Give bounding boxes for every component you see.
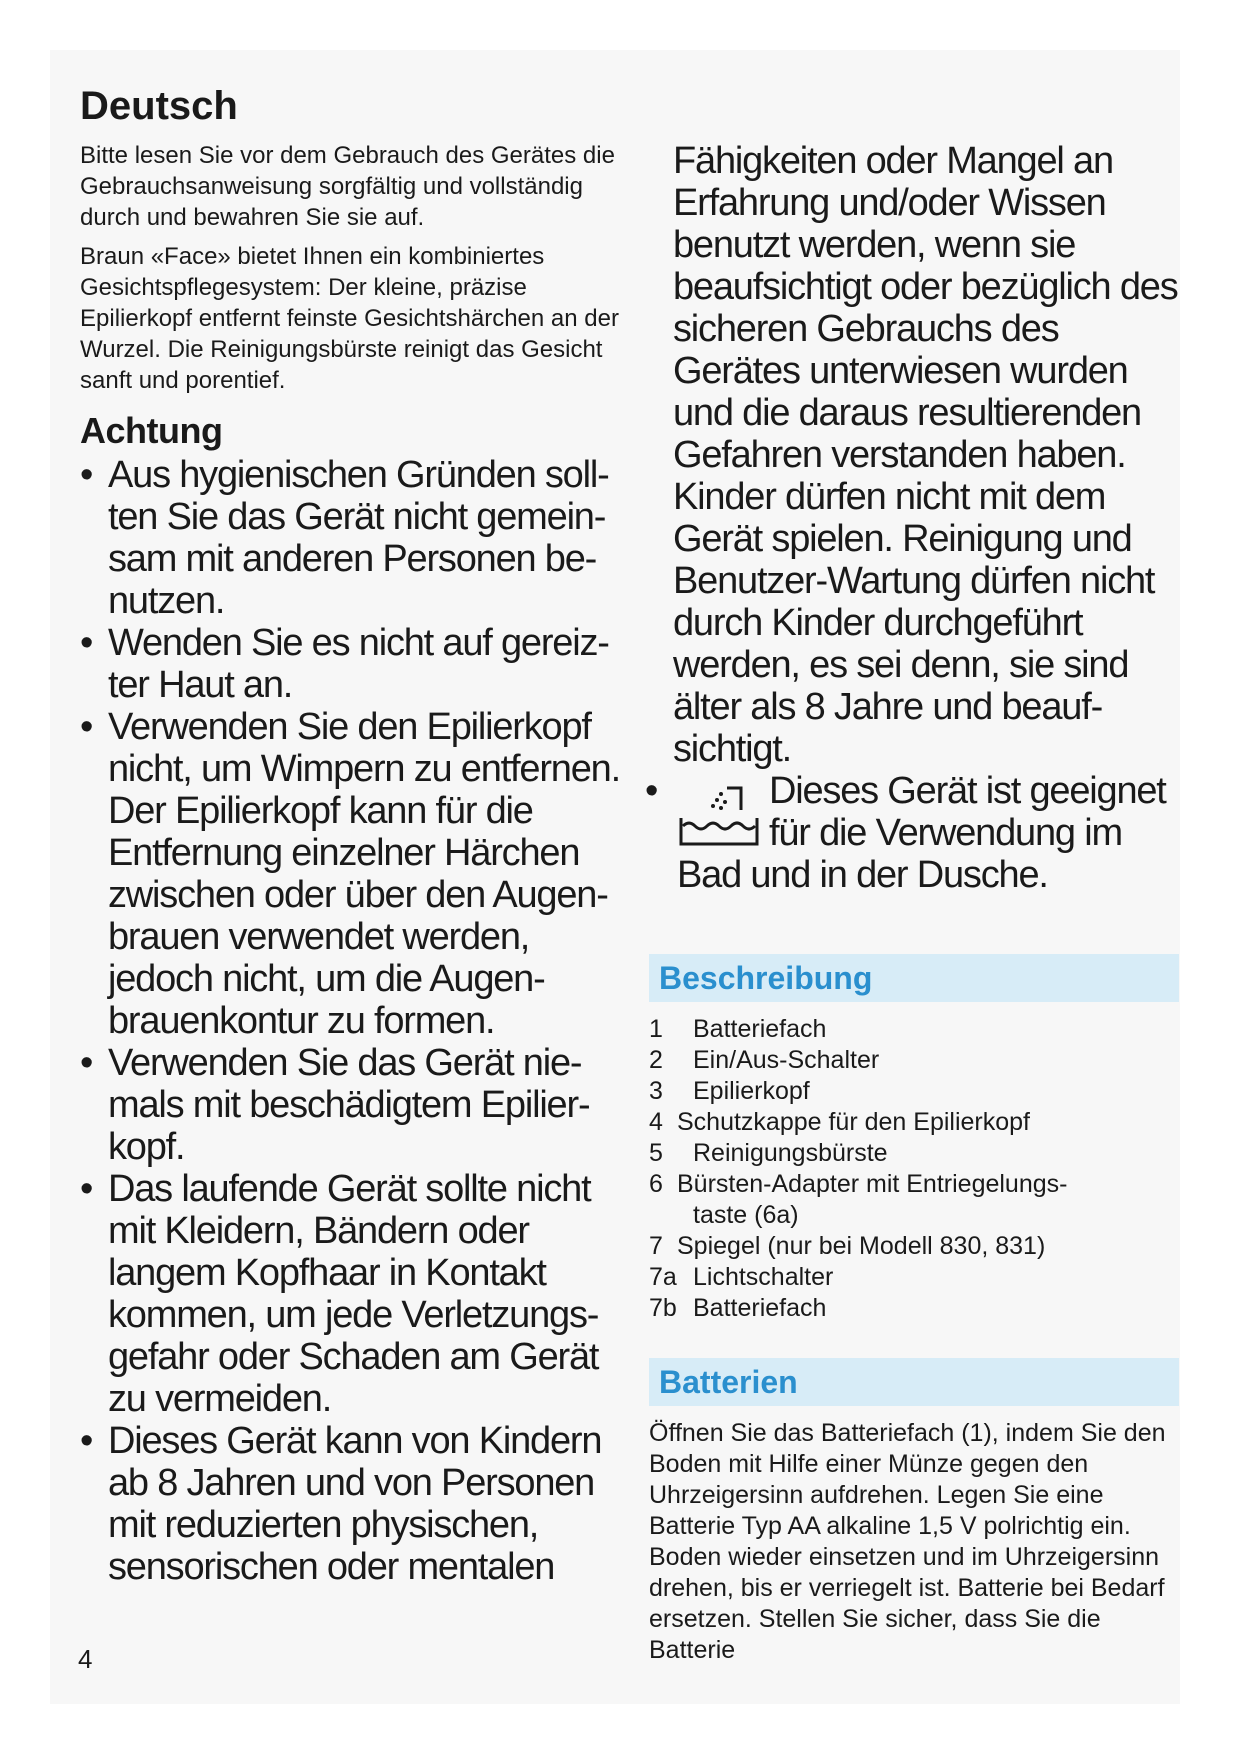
parts-list	[649, 1014, 1179, 1324]
description-heading: Beschreibung	[649, 954, 1179, 1002]
batteries-text: Öffnen Sie das Batteriefach (1), indem Sie den Boden mit Hilfe einer Münze gegen den Uhrzeigersinn aufdrehen. Legen Sie eine Batterie Typ AA alkaline 1,5 V polrichtig ein. Boden wieder einsetzen und im Uhrzeigersinn drehen, bis er verriegelt ist. Batterie bei Bedarf ersetzen. Stellen Sie sicher, dass Sie die Batterie	[649, 1419, 1166, 1664]
part-item: 1 Batteriefach	[649, 1015, 827, 1043]
part-item: 3 Epilierkopf	[649, 1077, 810, 1105]
part-item: 4 Schutzkappe für den Epilierkopf	[649, 1108, 1030, 1136]
caution-item: • Dieses Gerät kann von Kindern ab 8 Jahren und von Personen mit reduzierten physischen, sensorischen oder mentalen	[80, 1420, 620, 1588]
part-item-continuation: taste (6a)	[693, 1201, 799, 1229]
bath-shower-icon	[677, 784, 761, 850]
caution-item: • Aus hygienischen Gründen sollten Sie das Gerät nicht gemeinsam mit anderen Personen benutzen.	[80, 454, 620, 622]
intro-paragraph-1: Bitte lesen Sie vor dem Gebrauch des Gerätes die Gebrauchsanweisung sorgfältig und vollständig durch und bewahren Sie sie auf.	[80, 142, 615, 231]
part-item: 7a Lichtschalter	[649, 1263, 834, 1291]
right-column	[649, 140, 1179, 1666]
part-item: 6 Bürsten-Adapter mit Entriegelungs-	[649, 1170, 1068, 1198]
caution-item: • Verwenden Sie das Gerät niemals mit beschädigtem Epilierkopf.	[80, 1042, 620, 1168]
part-item: 7b Batteriefach	[649, 1294, 827, 1322]
bath-suitability-text: • Dieses Gerät ist geeignet für die Verwendung im Bad und in der Dusche.	[677, 770, 1166, 896]
caution-item: • Verwenden Sie den Epilierkopf nicht, um Wimpern zu entfernen. Der Epilierkopf kann für die Entfernung einzelner Härchen zwischen oder über den Augenbrauen verwendet werden, jedoch nicht, um die Augenbrauenkontur zu formen.	[80, 706, 620, 1042]
caution-item: • Wenden Sie es nicht auf gereizter Haut an.	[80, 622, 620, 706]
caution-item: • Das laufende Gerät sollte nicht mit Kleidern, Bändern oder langem Kopfhaar in Kontakt kommen, um jede Verletzungsgefahr oder Schaden am Gerät zu vermeiden.	[80, 1168, 620, 1420]
batteries-heading: Batterien	[649, 1358, 1179, 1406]
intro-paragraph-2: Braun «Face» bietet Ihnen ein kombiniertes Gesichtspflegesystem: Der kleine, präzise Epilierkopf entfernt feinste Gesichtshärchen an der Wurzel. Die Reinigungsbürste reinigt das Gesicht sanft und porentief.	[80, 243, 619, 394]
bath-suitability-item	[649, 770, 1179, 896]
page-number: 4	[78, 1644, 93, 1674]
caution-list	[80, 454, 620, 1588]
caution-heading: Achtung	[80, 410, 223, 451]
part-item: 7 Spiegel (nur bei Modell 830, 831)	[649, 1232, 1046, 1260]
part-item: 5 Reinigungsbürste	[649, 1139, 888, 1167]
intro-section	[80, 140, 620, 396]
left-column	[80, 84, 620, 1588]
part-item: 2 Ein/Aus-Schalter	[649, 1046, 880, 1074]
caution-continuation: Fähigkeiten oder Mangel an Erfahrung und/oder Wissen benutzt werden, wenn sie beaufsichtigt oder bezüglich des sicheren Gebrauchs des Gerätes unterwiesen wurden und die daraus resultierenden Gefahren verstanden haben. Kinder dürfen nicht mit dem Gerät spielen. Reinigung und Benutzer-Wartung dürfen nicht durch Kinder durchgeführt werden, es sei denn, sie sind älter als 8 Jahre und beaufsichtigt.	[673, 140, 1178, 770]
language-heading: Deutsch	[80, 84, 238, 128]
